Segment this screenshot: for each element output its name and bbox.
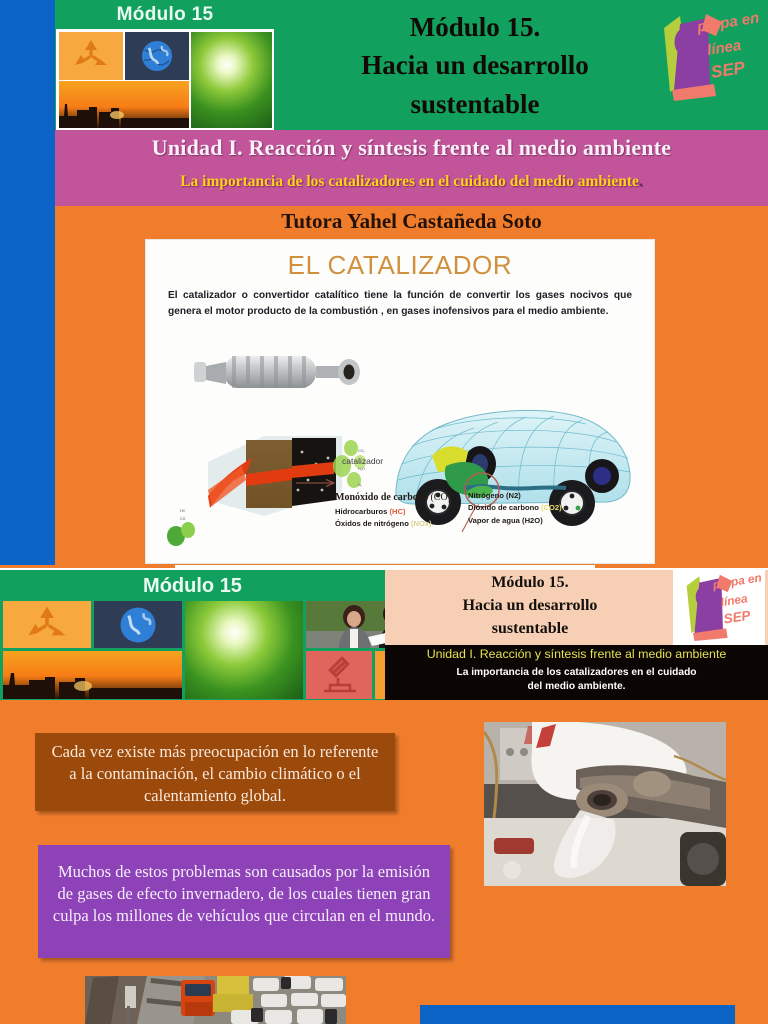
gas-out-0: Nitrógeno (N2)	[468, 491, 521, 500]
thumbnail-block-slide1	[56, 0, 274, 130]
svg-text:línea: línea	[705, 36, 743, 59]
catalizador-figure	[146, 240, 654, 563]
exhaust-illustration	[484, 722, 726, 886]
sunlight-leaves-image	[191, 32, 272, 128]
slide2-thumbnail-grid	[3, 601, 382, 699]
factory-silhouette	[59, 98, 189, 128]
globe-icon	[125, 32, 189, 80]
subtitulo-dot: .	[638, 173, 643, 190]
figure-paragraph: El catalizador o convertidor catalítico tiene la función de convertir los gases nocivos que genera el motor producto de la combustión , en gases inofensivos para el medio ambiente.	[168, 290, 632, 317]
gas-out-1: Dióxido de carbono (CO2)	[468, 503, 562, 513]
recycle-glyph	[22, 603, 72, 647]
gas-in-2: Óxidos de nitrógeno (NOx)	[335, 519, 432, 529]
globe-glyph	[117, 604, 159, 646]
unidad-band	[55, 130, 768, 207]
gas-in-0: Monóxido de carbono (CO)	[335, 492, 452, 503]
microscope-glyph	[306, 651, 372, 699]
gases-out-list	[468, 490, 562, 527]
text-box-invernadero	[38, 845, 450, 958]
slide2-unidad-panel	[385, 645, 768, 700]
subtitulo-main: La importancia de los catalizadores en el cuidado del medio ambiente	[180, 173, 639, 190]
gas-arrow-icon	[296, 478, 340, 488]
slide2-title-line-3: sustentable	[491, 620, 569, 637]
text-box-contaminacion	[35, 733, 395, 811]
factory-silhouette	[3, 669, 182, 699]
catalizador-callout-label: catalizador	[342, 456, 384, 466]
microscope-icon	[306, 651, 372, 699]
text-box-contaminacion-text: Cada vez existe más preocupación en lo referente a la contaminación, el cambio climático o el calentamiento global.	[51, 742, 379, 805]
factory-sunset-image	[59, 81, 189, 128]
traffic-illustration	[85, 976, 346, 1024]
slide2-subtitulo-line-1: La importancia de los catalizadores en el cuidado	[456, 667, 697, 678]
slide2-thumbnail-title: Módulo 15	[3, 572, 382, 600]
logo-glyph	[650, 6, 760, 111]
globe-glyph	[139, 38, 175, 74]
svg-text:CO: CO	[180, 517, 186, 521]
factory-sunset-image	[3, 651, 182, 699]
left-blue-rail	[0, 0, 55, 565]
svg-text:prepa en: prepa en	[695, 9, 760, 36]
svg-text:SEP: SEP	[709, 57, 747, 82]
traffic-jam-photo	[85, 976, 346, 1024]
slide2-title-line-1: Módulo 15.	[491, 574, 569, 591]
slide2-title-line-2: Hacia un desarrollo	[462, 597, 598, 614]
text-box-invernadero-text: Muchos de estos problemas son causados por la emisión de gases de efecto invernadero, de los cuales tienen gran culpa los millones de vehículos que circulan en el mundo.	[52, 862, 436, 925]
logo-glyph	[673, 570, 765, 645]
prepa-en-linea-sep-logo	[650, 6, 760, 111]
subtitulo-text	[55, 173, 768, 191]
tutora-text: Tutora Yahel Castañeda Soto	[55, 206, 768, 236]
gas-in-1: Hidrocarburos (HC)	[335, 507, 406, 517]
title-line-2: Hacia un desarrollo	[361, 50, 589, 81]
svg-text:HC: HC	[180, 509, 186, 513]
svg-text:SEP: SEP	[722, 607, 752, 627]
car-exhaust-photo	[484, 722, 726, 886]
catalytic-converter-drawing	[194, 356, 360, 388]
sunlight-leaves-image	[185, 601, 303, 699]
slide2-subtitulo-text	[385, 666, 768, 694]
recycle-icon	[3, 601, 91, 648]
thumbnail-grid	[56, 30, 274, 130]
svg-text:H₂O: H₂O	[358, 467, 365, 471]
svg-text:prepa en: prepa en	[711, 570, 763, 592]
unidad-text: Unidad I. Reacción y síntesis frente al medio ambiente	[151, 135, 672, 160]
slide2-unidad-text: Unidad I. Reacción y síntesis frente al medio ambiente	[426, 647, 727, 661]
blue-accent-box	[420, 1005, 735, 1024]
gases-in-list	[335, 490, 451, 531]
recycle-glyph	[71, 37, 111, 75]
slide1-title	[300, 8, 650, 123]
slide-2-header	[0, 568, 768, 700]
svg-text:N₂: N₂	[358, 483, 362, 487]
globe-icon	[94, 601, 182, 648]
svg-text:línea: línea	[719, 591, 749, 610]
gas-out-2: Vapor de agua (H2O)	[468, 515, 543, 525]
svg-text:CO₂: CO₂	[358, 449, 365, 453]
prepa-en-linea-sep-logo	[673, 570, 765, 645]
thumbnail-title: Módulo 15	[56, 0, 274, 29]
slide2-subtitulo-line-2: del medio ambiente.	[527, 680, 626, 692]
figure-title: EL CATALIZADOR	[287, 250, 513, 280]
slide2-thumbnail-panel	[0, 570, 385, 700]
title-line-1: Módulo 15.	[409, 12, 541, 42]
title-line-3: sustentable	[410, 88, 540, 119]
recycle-icon	[59, 32, 123, 80]
